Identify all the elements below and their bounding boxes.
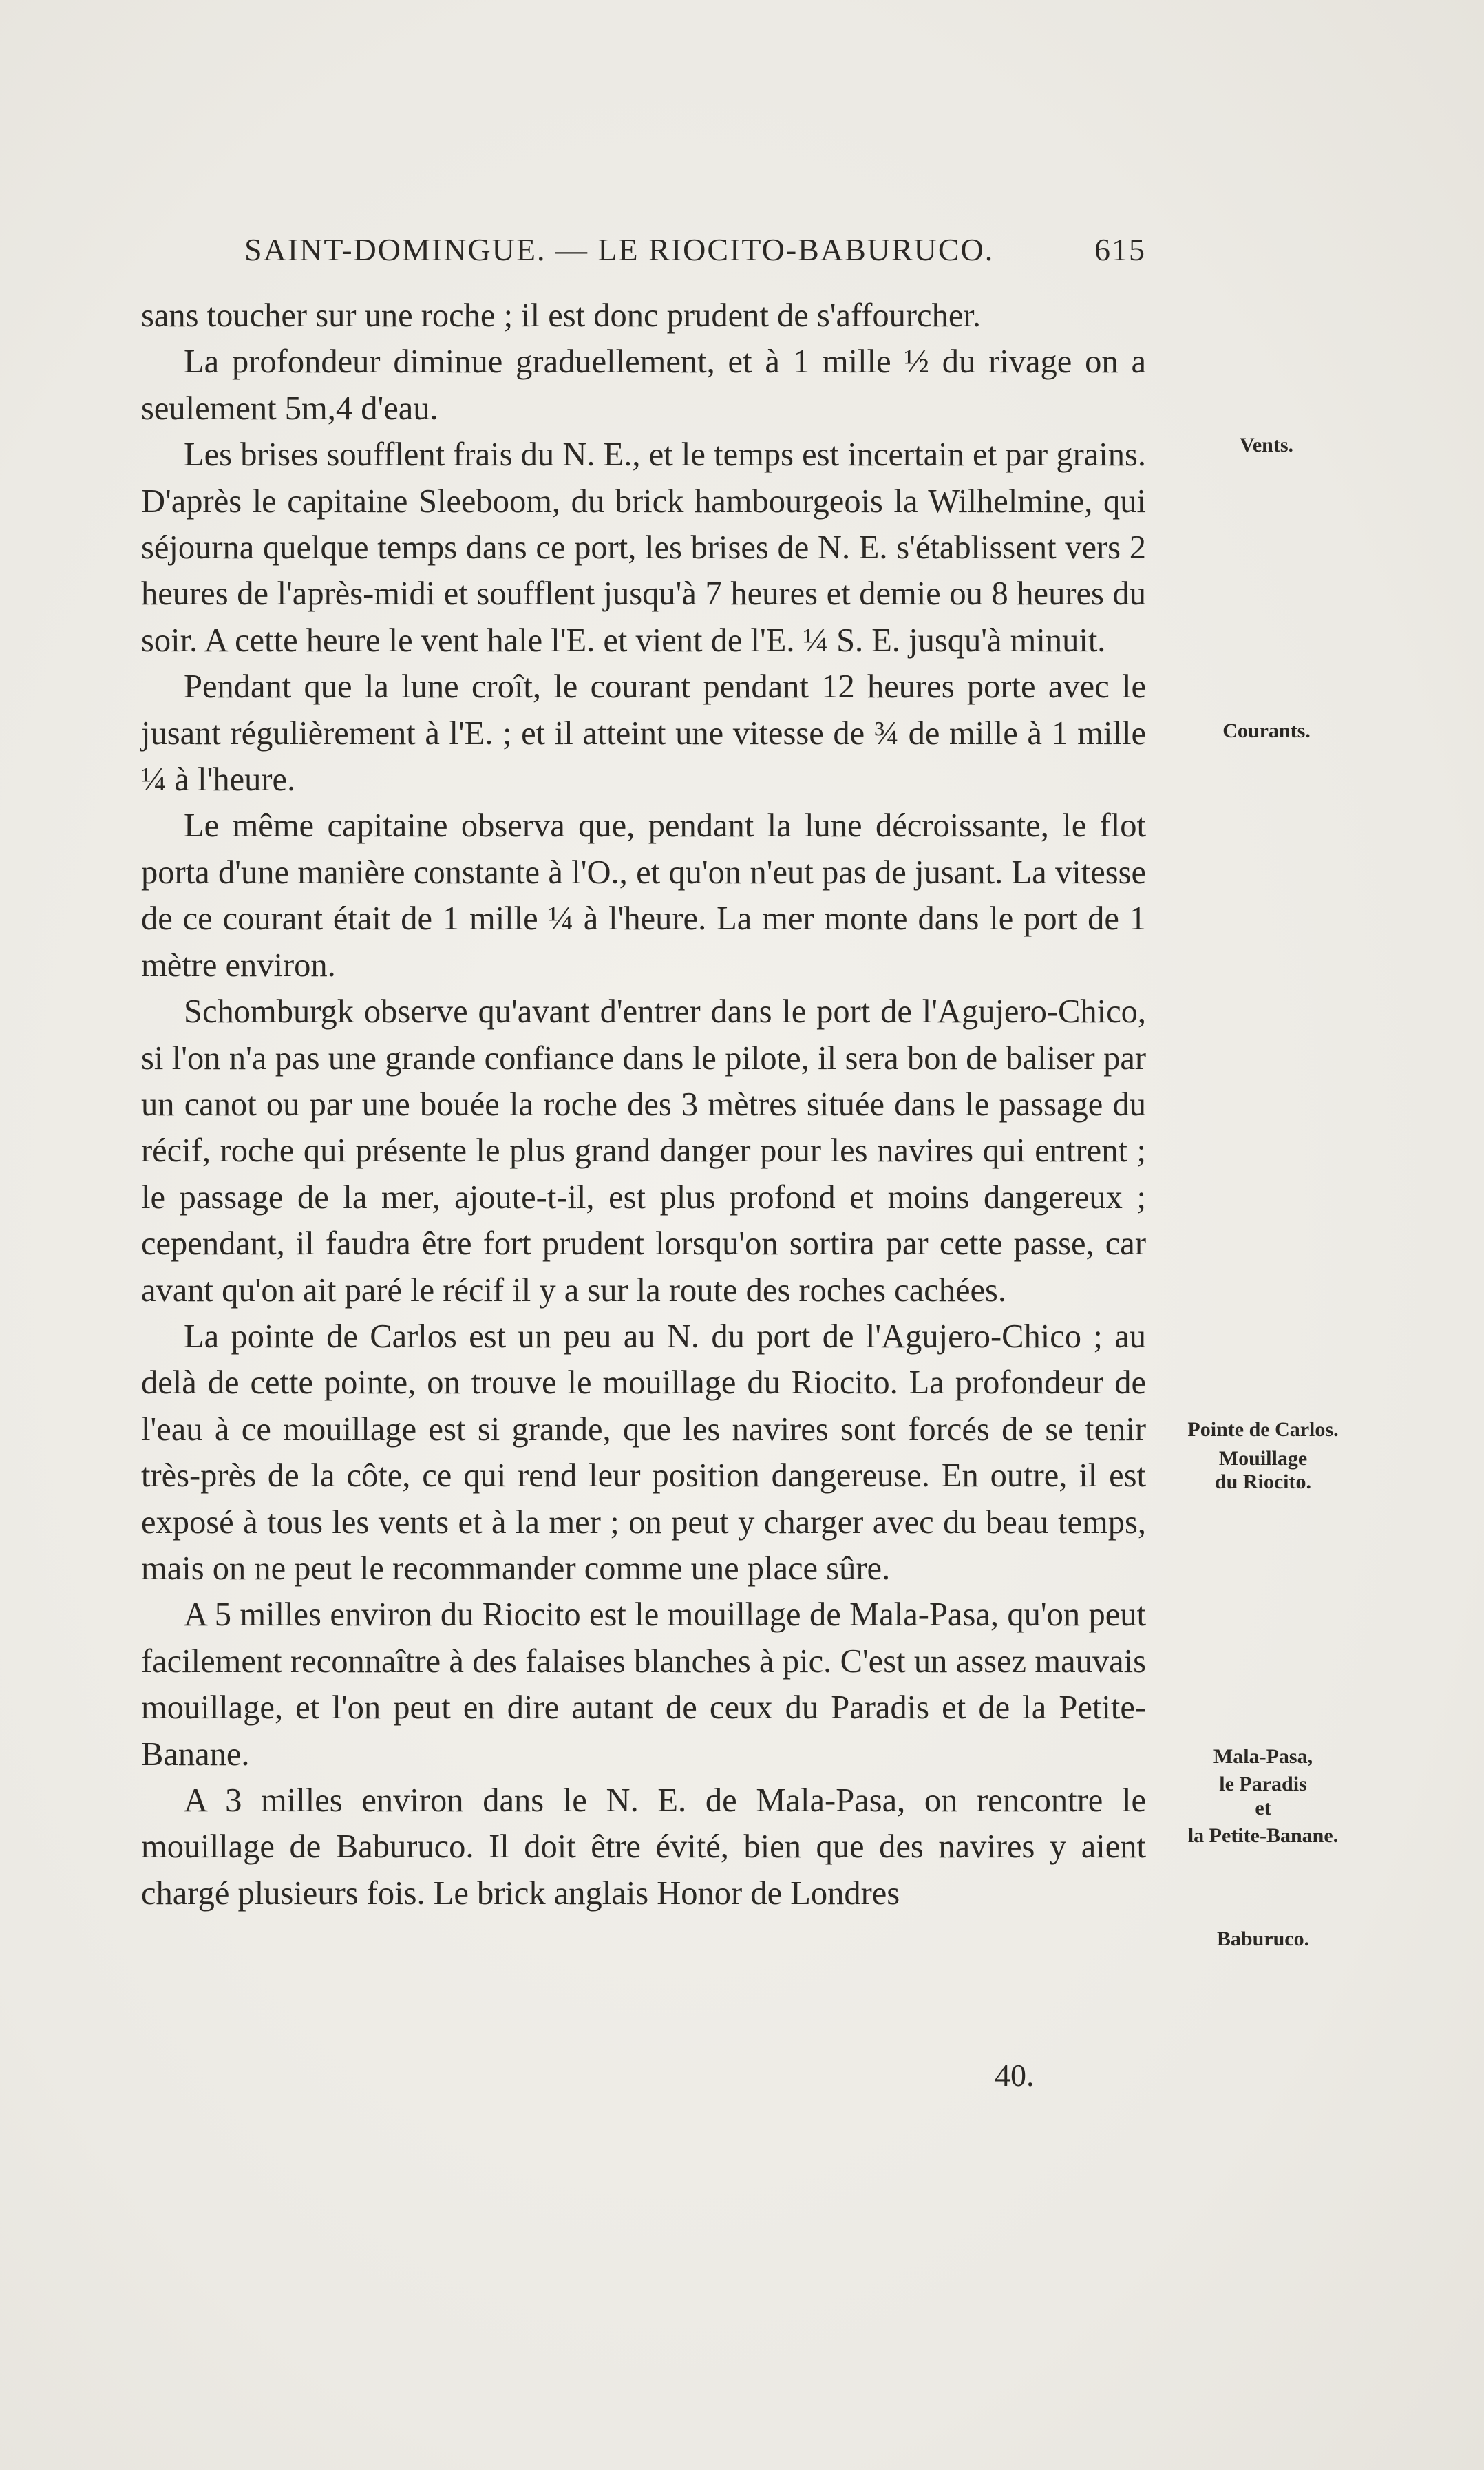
paragraph-2: La profondeur diminue graduellement, et à 1 mille ½ du rivage on a seulement 5m,4 d'eau. [141, 344, 1146, 427]
side-note-du-riocito: du Riocito. [1214, 1470, 1311, 1493]
header-title: SAINT-DOMINGUE. — LE RIOCITO-BABURUCO. [244, 232, 995, 267]
text-body [141, 293, 1146, 1917]
side-note-et: et [1255, 1797, 1271, 1819]
side-note-courants: Courants. [1222, 719, 1311, 742]
paragraph-6: Schomburgk observe qu'avant d'entrer dans le port de l'Agujero-Chico, si l'on n'a pas une grande confiance dans le pilote, il sera bon de baliser par un canot ou par une bouée la roche des 3 mètres située dans le passage du récif, roche qui présente le plus grand danger pour les navires qui entrent ; le passage de la mer, ajoute-t-il, est plus profond et moins dangereux ; cependant, il faudra être fort prudent lorsqu'on sortira par cette passe, car avant qu'on ait paré le récif il y a sur la route des roches cachées. [141, 993, 1146, 1309]
side-note-vents: Vents. [1239, 434, 1294, 456]
signature-mark: 40. [995, 2058, 1035, 2093]
paragraph-3: Les brises soufflent frais du N. E., et le temps est incertain et par grains. D'après le capitaine Sleeboom, du brick hambourgeois la Wilhelmine, qui séjourna quelque temps dans ce port, les brises de N. E. s'établissent vers 2 heures de l'après-midi et soufflent jusqu'à 7 heures et demie ou 8 heures du soir. A cette heure le vent hale l'E. et vient de l'E. ¼ S. E. jusqu'à minuit. [141, 436, 1146, 659]
side-note-mala-pasa: Mala-Pasa, [1213, 1745, 1313, 1768]
running-header [244, 227, 1146, 273]
paragraph-8: A 5 milles environ du Riocito est le mouillage de Mala-Pasa, qu'on peut facilement reconnaître à des falaises blanches à pic. C'est un assez mauvais mouillage, et l'on peut en dire autant de ceux du Paradis et de la Petite-Banane. [141, 1596, 1146, 1773]
side-note-petite-banane: la Petite-Banane. [1187, 1824, 1339, 1847]
page-number: 615 [1094, 232, 1146, 267]
paragraph-1: sans toucher sur une roche ; il est donc prudent de s'affourcher. [141, 297, 981, 334]
side-note-baburuco: Baburuco. [1216, 1928, 1310, 1950]
paragraph-9: A 3 milles environ dans le N. E. de Mala-Pasa, on rencontre le mouillage de Baburuco. Il doit être évité, bien que des navires y aient chargé plusieurs fois. Le brick anglais Honor de Londres [141, 1782, 1146, 1912]
paragraph-5: Le même capitaine observa que, pendant la lune décroissante, le flot porta d'une manière constante à l'O., et qu'on n'eut pas de jusant. La vitesse de ce courant était de 1 mille ¼ à l'heure. La mer monte dans le port de 1 mètre environ. [141, 807, 1146, 984]
side-note-pointe-carlos: Pointe de Carlos. [1187, 1418, 1339, 1441]
paragraph-4: Pendant que la lune croît, le courant pendant 12 heures porte avec le jusant régulièrement à l'E. ; et il atteint une vitesse de ¾ de mille à 1 mille ¼ à l'heure. [141, 668, 1146, 799]
side-note-mouillage: Mouillage [1218, 1447, 1308, 1470]
side-note-le-paradis: le Paradis [1219, 1773, 1307, 1795]
paragraph-7: La pointe de Carlos est un peu au N. du port de l'Agujero-Chico ; au delà de cette pointe, on trouve le mouillage du Riocito. La profondeur de l'eau à ce mouillage est si grande, que les navires sont forcés de se tenir très-près de la côte, ce qui rend leur position dangereuse. En outre, il est exposé à tous les vents et à la mer ; on peut y charger avec du beau temps, mais on ne peut le recommander comme une place sûre. [141, 1318, 1146, 1587]
